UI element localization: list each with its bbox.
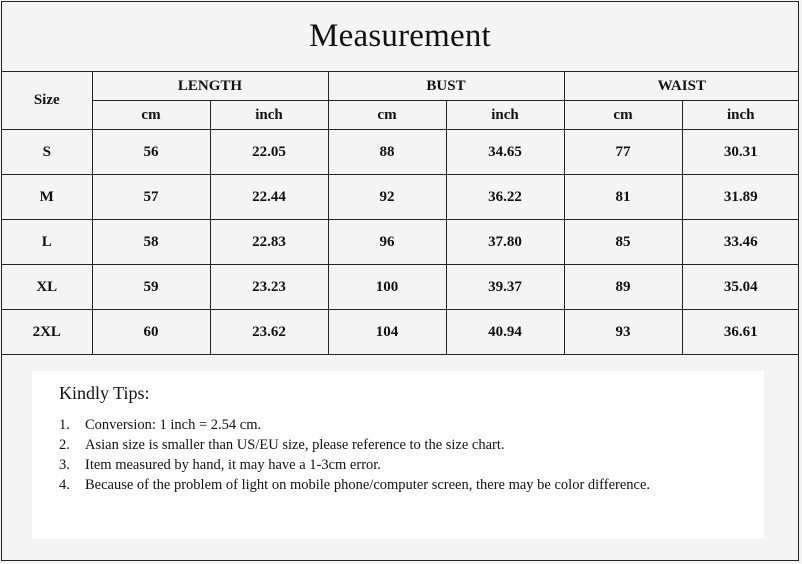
table-cell: 81 (564, 175, 682, 220)
length-group-header: LENGTH (92, 72, 328, 101)
table-cell: 39.37 (446, 265, 564, 310)
page-title: Measurement (2, 2, 798, 72)
table-row (2, 220, 799, 265)
unit-header: cm (328, 101, 446, 130)
size-column-header: Size (2, 72, 92, 130)
table-cell: 93 (564, 310, 682, 355)
table-cell: 57 (92, 175, 210, 220)
size-cell: L (2, 220, 92, 265)
table-cell: 34.65 (446, 130, 564, 175)
table-cell: 100 (328, 265, 446, 310)
list-item (59, 415, 699, 435)
table-cell: 92 (328, 175, 446, 220)
table-cell: 96 (328, 220, 446, 265)
table-cell: 22.83 (210, 220, 328, 265)
list-item (59, 475, 699, 495)
table-cell: 22.44 (210, 175, 328, 220)
table-row (2, 130, 799, 175)
table-row (2, 310, 799, 355)
size-cell: 2XL (2, 310, 92, 355)
bust-group-header: BUST (328, 72, 564, 101)
table-cell: 40.94 (446, 310, 564, 355)
unit-header: inch (210, 101, 328, 130)
table-cell: 77 (564, 130, 682, 175)
measurement-chart (1, 1, 799, 561)
table-cell: 33.46 (682, 220, 799, 265)
table-cell: 59 (92, 265, 210, 310)
size-table (2, 71, 799, 355)
table-cell: 35.04 (682, 265, 799, 310)
table-cell: 30.31 (682, 130, 799, 175)
unit-header: cm (92, 101, 210, 130)
table-row (2, 265, 799, 310)
table-cell: 85 (564, 220, 682, 265)
unit-header: inch (682, 101, 799, 130)
tip-text: Item measured by hand, it may have a 1-3cm error. (85, 457, 381, 473)
table-cell: 31.89 (682, 175, 799, 220)
tips-title: Kindly Tips: (59, 383, 150, 403)
table-cell: 88 (328, 130, 446, 175)
tip-number: 2. (59, 437, 70, 453)
tip-number: 3. (59, 457, 70, 473)
table-cell: 23.23 (210, 265, 328, 310)
table-cell: 36.22 (446, 175, 564, 220)
tip-number: 1. (59, 417, 70, 433)
size-cell: S (2, 130, 92, 175)
waist-group-header: WAIST (564, 72, 799, 101)
unit-header: cm (564, 101, 682, 130)
table-cell: 37.80 (446, 220, 564, 265)
tip-text: Conversion: 1 inch = 2.54 cm. (85, 417, 262, 433)
table-cell: 104 (328, 310, 446, 355)
table-cell: 56 (92, 130, 210, 175)
unit-header: inch (446, 101, 564, 130)
group-header-row (2, 72, 799, 101)
table-cell: 22.05 (210, 130, 328, 175)
tip-text: Because of the problem of light on mobile phone/computer screen, there may be color difference. (85, 477, 651, 493)
table-cell: 36.61 (682, 310, 799, 355)
tip-number: 4. (59, 477, 70, 493)
table-cell: 58 (92, 220, 210, 265)
size-cell: M (2, 175, 92, 220)
table-cell: 23.62 (210, 310, 328, 355)
tip-text: Asian size is smaller than US/EU size, please reference to the size chart. (85, 437, 505, 453)
unit-header-row (2, 101, 799, 130)
table-cell: 89 (564, 265, 682, 310)
list-item (59, 435, 699, 455)
list-item (59, 455, 699, 475)
table-cell: 60 (92, 310, 210, 355)
table-row (2, 175, 799, 220)
tips-list (59, 415, 699, 495)
kindly-tips-box (32, 371, 764, 539)
size-cell: XL (2, 265, 92, 310)
